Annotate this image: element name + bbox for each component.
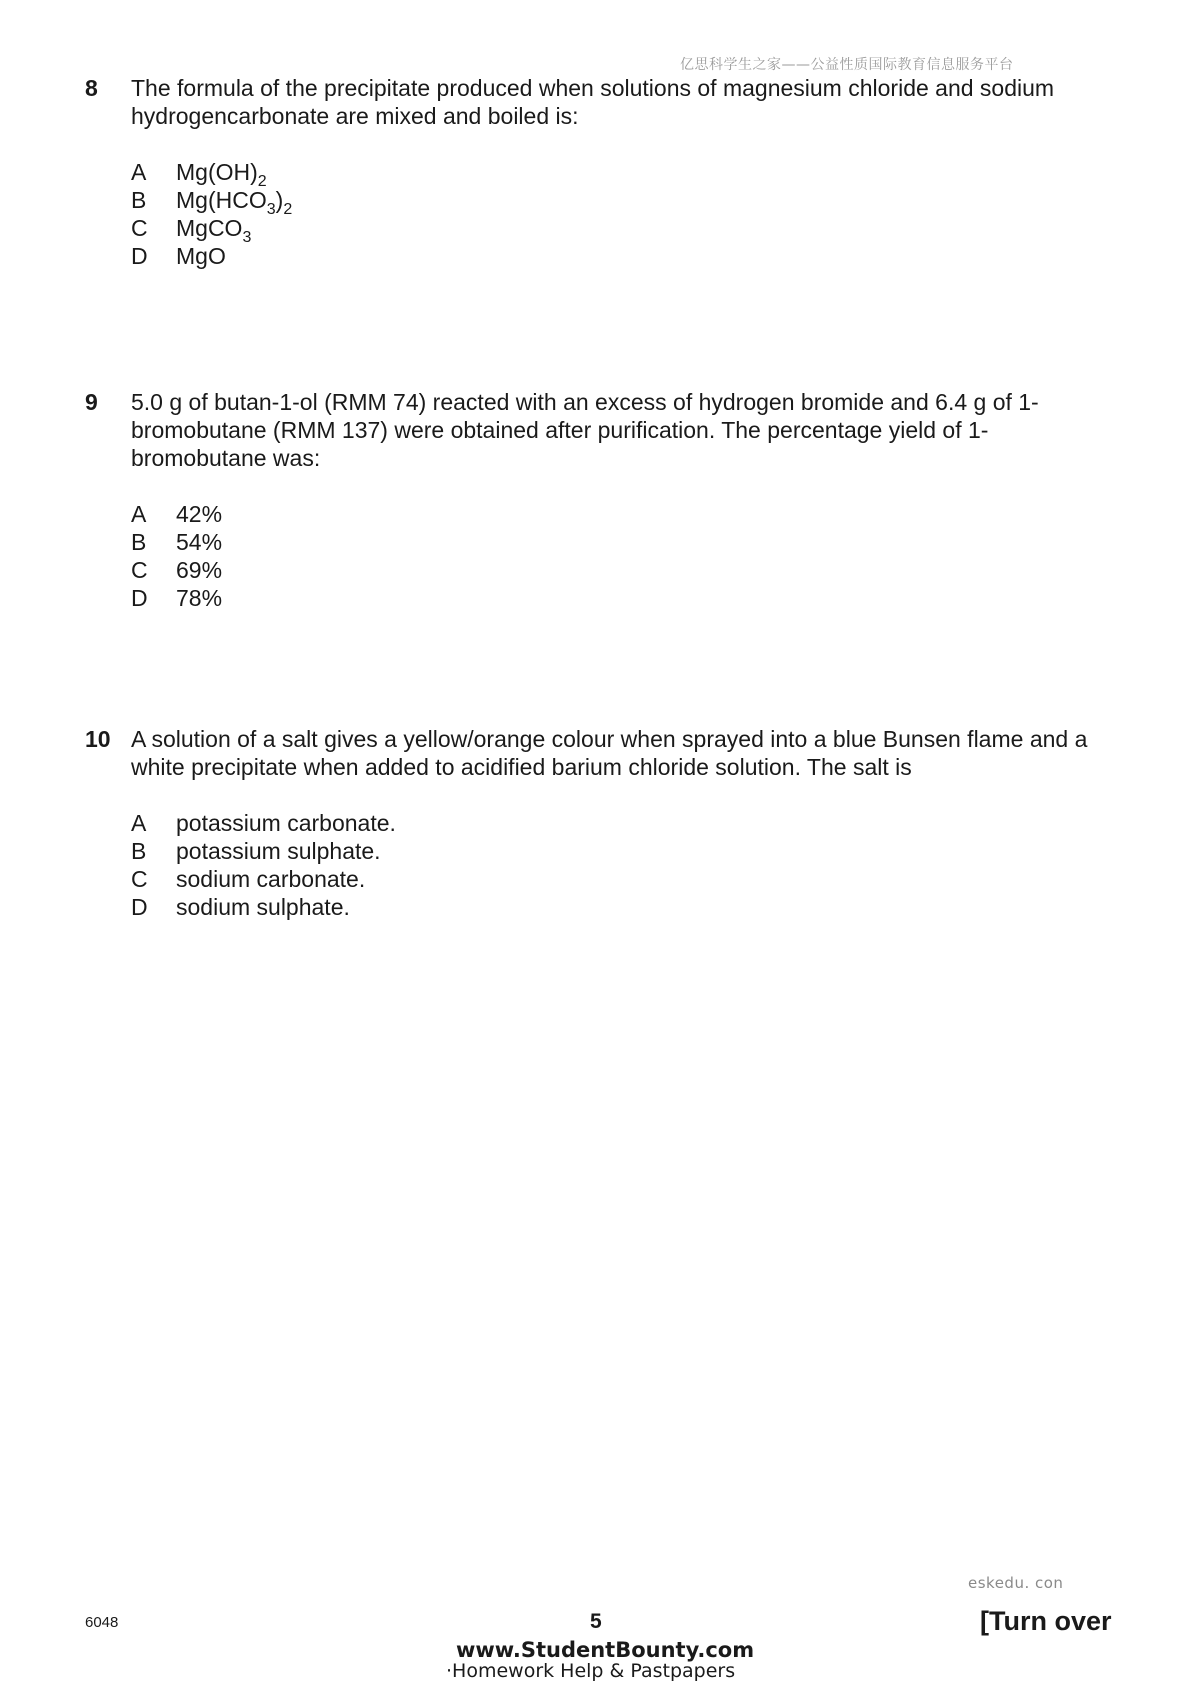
- option-text: sodium carbonate.: [176, 866, 366, 892]
- option-letter: A: [131, 159, 147, 185]
- footer-watermark: eskedu. con: [968, 1574, 1064, 1592]
- option-c: [131, 865, 1125, 893]
- option-letter: D: [131, 243, 148, 269]
- option-d: [131, 242, 1125, 270]
- option-c: [131, 214, 1125, 246]
- option-b: [131, 528, 1125, 556]
- option-letter: A: [131, 501, 147, 527]
- option-d: [131, 893, 1125, 921]
- option-a: [131, 500, 1125, 528]
- option-letter: C: [131, 215, 148, 241]
- header-watermark: 亿思科学生之家——公益性质国际教育信息服务平台: [680, 57, 1014, 73]
- option-text: potassium carbonate.: [176, 810, 396, 836]
- option-letter: D: [131, 585, 148, 611]
- option-a: [131, 158, 1125, 190]
- option-text: sodium sulphate.: [176, 894, 350, 920]
- option-a: [131, 809, 1125, 837]
- option-list: [131, 500, 1125, 612]
- page-number: 5: [590, 1610, 602, 1633]
- question-8: [85, 74, 1125, 270]
- option-text: $Mg(OH)_2$: [176, 159, 267, 190]
- question-number: 8: [85, 75, 98, 101]
- question-9: [85, 388, 1125, 612]
- option-text: MgCO$_3$: [176, 215, 252, 246]
- option-text: 42%: [176, 501, 223, 527]
- option-list: [131, 809, 1125, 921]
- option-letter: D: [131, 894, 148, 920]
- question-text: The formula of the precipitate produced when solutions of magnesium chloride and sodium hydrogencarbonate are mixed and boiled is:: [131, 75, 1055, 129]
- question-text: 5.0 g of butan-1-ol (RMM 74) reacted with an excess of hydrogen bromide and 6.4 g of 1-bromobutane (RMM 137) were obtained after purification. The percentage yield of 1-bromobutane was:: [131, 389, 1039, 471]
- option-letter: B: [131, 187, 147, 213]
- option-letter: B: [131, 529, 147, 555]
- option-text: $Mg(HCO_3)_2$: [176, 187, 293, 218]
- paper-code: 6048: [85, 1614, 119, 1631]
- option-b: [131, 837, 1125, 865]
- question-number: 9: [85, 389, 98, 415]
- option-letter: C: [131, 557, 148, 583]
- option-letter: B: [131, 838, 147, 864]
- option-text: MgO: [176, 243, 226, 269]
- option-letter: C: [131, 866, 148, 892]
- option-b: [131, 186, 1125, 218]
- option-text: 54%: [176, 529, 223, 555]
- option-d: [131, 584, 1125, 612]
- option-letter: A: [131, 810, 147, 836]
- studentbounty-url[interactable]: www.StudentBounty.com: [456, 1638, 755, 1662]
- option-text: 69%: [176, 557, 223, 583]
- question-number: 10: [85, 726, 111, 752]
- option-c: [131, 556, 1125, 584]
- question-10: [85, 725, 1125, 921]
- option-text: 78%: [176, 585, 223, 611]
- option-list: [131, 158, 1125, 270]
- question-text: A solution of a salt gives a yellow/orange colour when sprayed into a blue Bunsen flame and a white precipitate when added to acidified barium chloride solution. The salt is: [131, 726, 1088, 780]
- turn-over-label: [Turn over: [980, 1606, 1112, 1636]
- studentbounty-tagline: ·Homework Help & Pastpapers: [446, 1660, 736, 1682]
- option-text: potassium sulphate.: [176, 838, 381, 864]
